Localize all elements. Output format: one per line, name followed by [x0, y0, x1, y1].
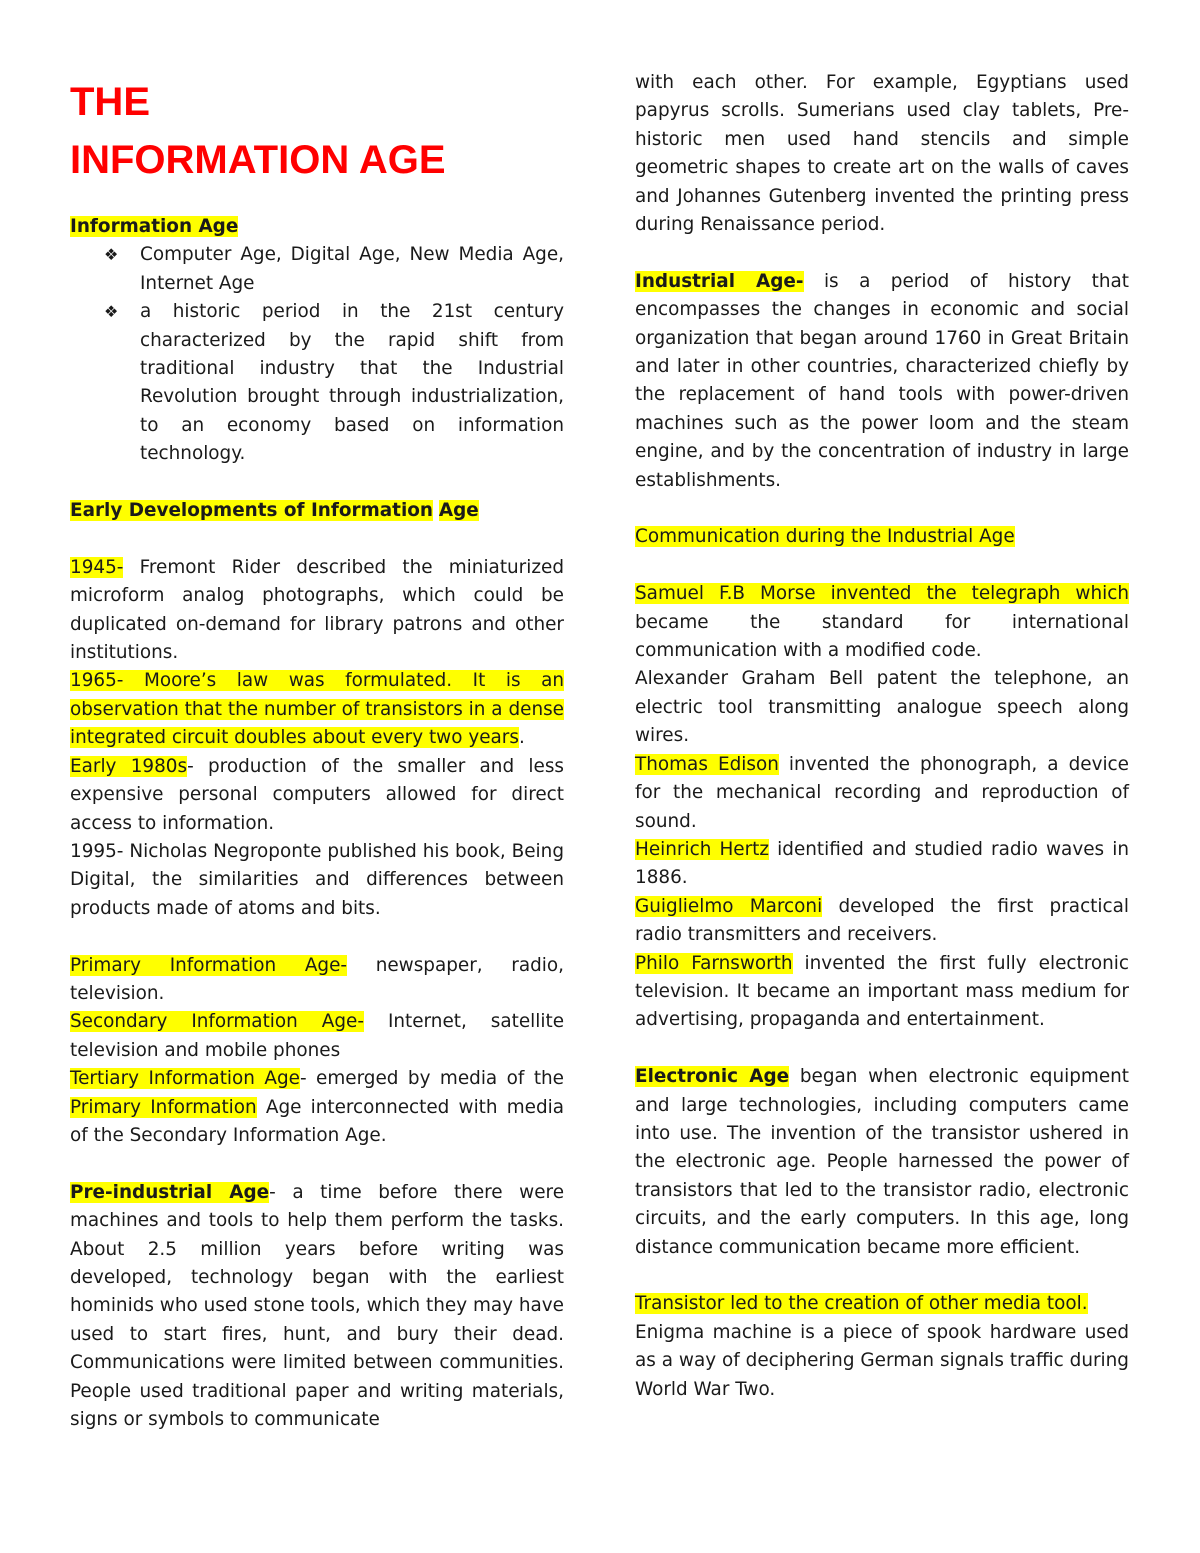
- industrial-age: Industrial Age- is a period of history that encompasses the changes in economic and social organization that began around 1760 in Great Britain and later in other countries, characterized chiefly by the replacement of hand tools with power-driven machines such as the power loom and the steam engine, and by the concentration of industry in large establishments.: [635, 270, 1129, 491]
- edison-paragraph: Thomas Edison invented the phonograph, a device for the mechanical recording and reproduction of sound.: [635, 753, 1129, 832]
- paragraph-1980s: Early 1980s- production of the smaller and less expensive personal computers allowed for direct access to information.: [70, 755, 564, 834]
- farnsworth-paragraph: Philo Farnsworth invented the first fully electronic television. It became an important mass medium for advertising, propaganda and entertainment.: [635, 952, 1129, 1031]
- title-line-2: INFORMATION AGE: [70, 138, 446, 182]
- marconi-paragraph: Guiglielmo Marconi developed the first practical radio transmitters and receivers.: [635, 895, 1129, 946]
- pre-industrial-continued: with each other. For example, Egyptians used papyrus scrolls. Sumerians used clay tablets, Pre-historic men used hand stencils and simple geometric shapes to create art on the walls of caves and Johannes Gutenberg invented the printing press during Renaissance period.: [635, 72, 1129, 236]
- left-column: [70, 73, 564, 1434]
- morse-paragraph: Samuel F.B Morse invented the telegraph which became the standard for international communication with a modified code.: [635, 583, 1129, 662]
- page-title: [70, 73, 564, 189]
- bullet-item: ❖ a historic period in the 21st century characterized by the rapid shift from traditional industry that the Industrial Revolution brought through industrialization, to an economy based on information technology.: [140, 298, 564, 468]
- paragraph-1965: 1965- Moore’s law was formulated. It is an observation that the number of transistors in a dense integrated circuit doubles about every two years.: [70, 670, 564, 749]
- enigma-paragraph: Enigma machine is a piece of spook hardware used as a way of deciphering German signals traffic during World War Two.: [635, 1321, 1129, 1400]
- right-column: [635, 69, 1129, 1404]
- information-age-bullets: [70, 241, 564, 468]
- hertz-paragraph: Heinrich Hertz identified and studied radio waves in 1886.: [635, 838, 1129, 889]
- bell-paragraph: Alexander Graham Bell patent the telephone, an electric tool transmitting analogue speech along wires.: [635, 668, 1129, 747]
- transistor-heading: Transistor led to the creation of other media tool.: [635, 1293, 1088, 1315]
- communication-heading: Communication during the Industrial Age: [635, 526, 1015, 548]
- secondary-information-age: Secondary Information Age- Internet, satellite television and mobile phones: [70, 1011, 565, 1061]
- tertiary-information-age: Tertiary Information Age- emerged by media of the Primary Information Age interconnected with media of the Secondary Information Age.: [70, 1068, 565, 1146]
- diamond-bullet-icon: ❖: [104, 245, 119, 265]
- title-line-1: THE: [70, 80, 150, 124]
- bullet-item: ❖ Computer Age, Digital Age, New Media Age, Internet Age: [140, 241, 564, 298]
- pre-industrial-age: Pre-industrial Age- a time before there were machines and tools to help them perform the tasks. About 2.5 million years before writing was developed, technology began with the earliest hominids who used stone tools, which they may have used to start fires, hunt, and bury their dead. Communications were limited between communities. People used traditional paper and writing materials, signs or symbols to communicate: [70, 1181, 565, 1430]
- diamond-bullet-icon: ❖: [104, 302, 119, 322]
- electronic-age: Electronic Age began when electronic equipment and large technologies, including computers came into use. The invention of the transistor ushered in the electronic age. People harnessed the power of transistors that led to the transistor radio, electronic circuits, and the early computers. In this age, long distance communication became more efficient.: [635, 1066, 1130, 1258]
- information-age-heading: Information Age: [70, 216, 239, 237]
- primary-information-age: Primary Information Age- newspaper, radio, television.: [70, 954, 564, 1004]
- paragraph-1995: 1995- Nicholas Negroponte published his book, Being Digital, the similarities and differences between products made of atoms and bits.: [70, 840, 564, 919]
- paragraph-1945: 1945- Fremont Rider described the miniaturized microform analog photographs, which could be duplicated on-demand for library patrons and other institutions.: [70, 556, 564, 664]
- early-developments-heading: Early Developments of Information Age: [70, 500, 479, 522]
